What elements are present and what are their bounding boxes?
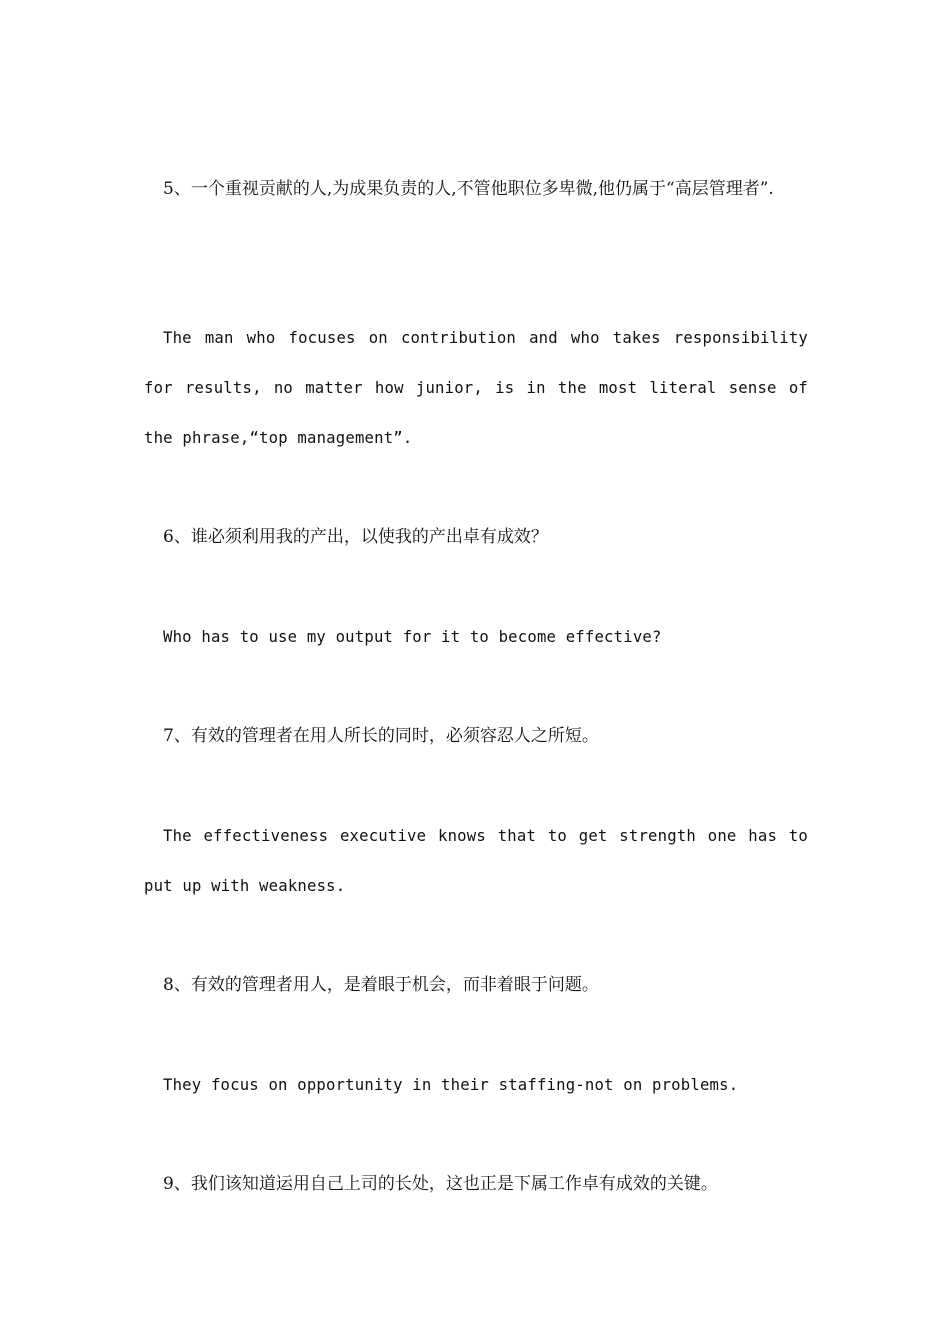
paragraph-6-chinese: 6、谁必须利用我的产出，以使我的产出卓有成效？ bbox=[163, 527, 548, 547]
paragraph-8-english: They focus on opportunity in their staffing-not on problems. bbox=[163, 1076, 739, 1094]
paragraph-6-english: Who has to use my output for it to become effective? bbox=[163, 628, 662, 646]
paragraph-7-english: The effectiveness executive knows that to get strength one has to put up with weakness. bbox=[144, 827, 808, 895]
paragraph-8-chinese: 8、有效的管理者用人，是着眼于机会，而非着眼于问题。 bbox=[163, 975, 599, 995]
paragraph-7-chinese: 7、有效的管理者在用人所长的同时，必须容忍人之所短。 bbox=[163, 726, 599, 746]
paragraph-5-english: The man who focuses on contribution and who takes responsibility for results, no matter how junior, is in the most literal sense of the phrase,“top management”. bbox=[144, 329, 808, 447]
paragraph-9-chinese: 9、我们该知道运用自己上司的长处，这也正是下属工作卓有成效的关键。 bbox=[163, 1174, 718, 1194]
paragraph-5-chinese: 5、一个重视贡献的人,为成果负责的人,不管他职位多卑微,他仍属于“高层管理者”. bbox=[163, 179, 774, 199]
